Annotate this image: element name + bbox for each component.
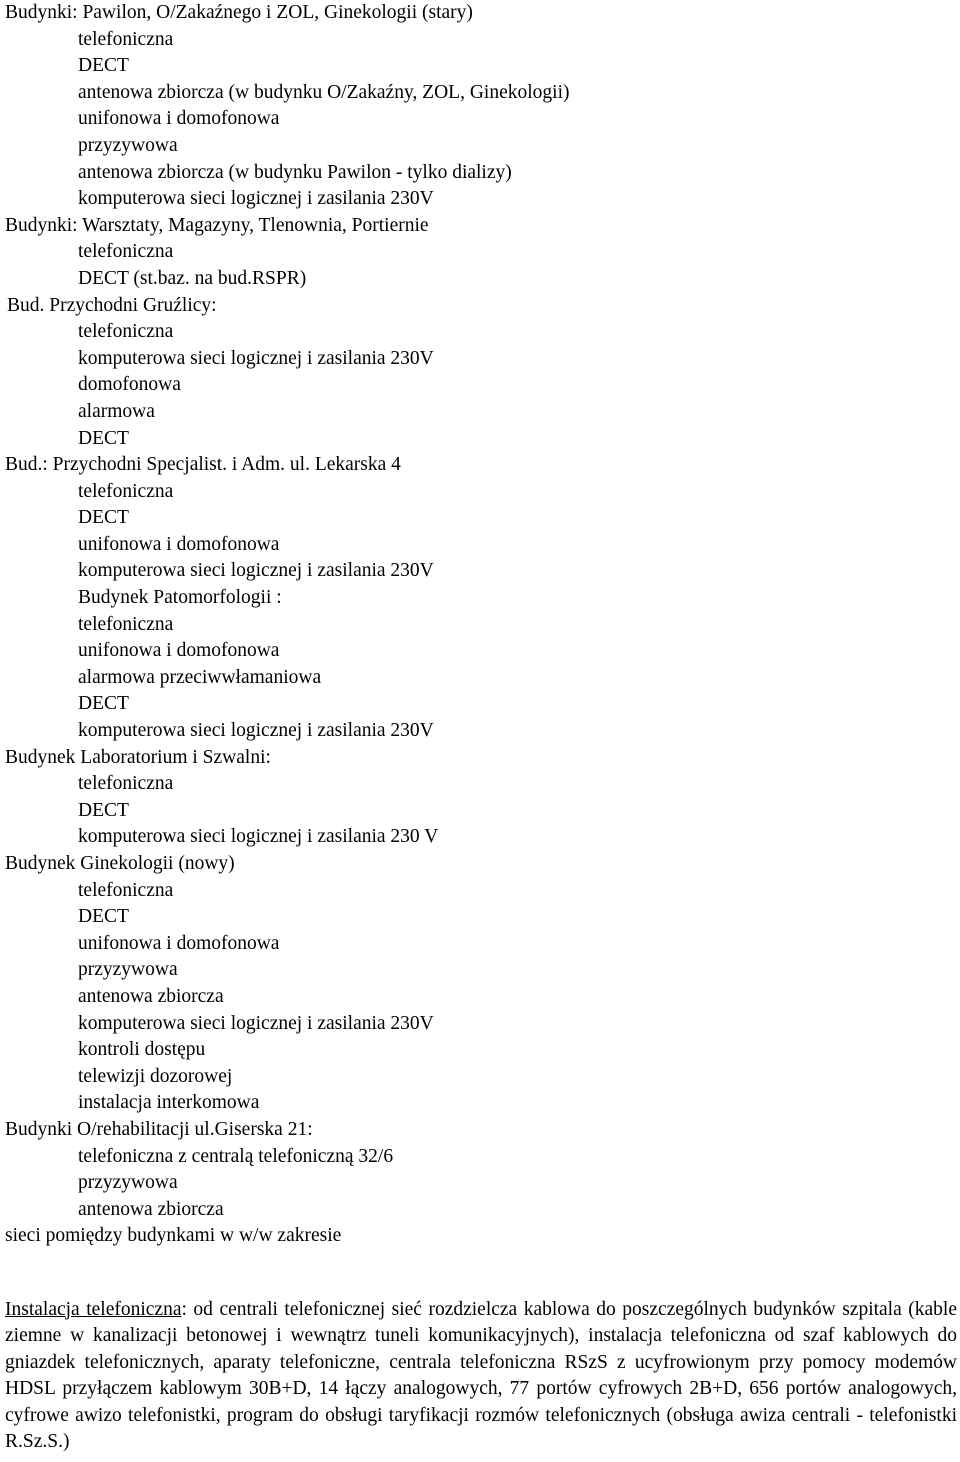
list-item: antenowa zbiorcza (w budynku Pawilon - tylko dializy): [78, 161, 512, 183]
list-item: komputerowa sieci logicznej i zasilania 230V: [78, 720, 434, 742]
section-heading: Budynki O/rehabilitacji ul.Giserska 21:: [5, 1118, 313, 1140]
list-item: unifonowa i domofonowa: [78, 640, 280, 662]
list-item: telefoniczna z centralą telefoniczną 32/6: [78, 1145, 394, 1167]
list-item: unifonowa i domofonowa: [78, 932, 280, 954]
section-heading: Budynek Ginekologii (nowy): [5, 853, 235, 874]
installations-list: [5, 0, 945, 1250]
list-item: instalacja interkomowa: [78, 1092, 260, 1114]
list-item: antenowa zbiorcza (w budynku O/Zakaźny, ZOL, Ginekologii): [78, 81, 570, 103]
list-item: przyzywowa: [78, 1172, 178, 1194]
list-item: antenowa zbiorcza: [78, 1198, 224, 1220]
paragraph-text: : od centrali telefonicznej sieć rozdzielcza kablowa do poszczególnych budynków szpitala (kable ziemne w kanalizacji betonowej i wewnątrz tuneli komunikacyjnych), instalacja telefoniczna od szaf kablowych do gniazdek telefonicznych, aparaty telefoniczne, centrala telefoniczna RSzS z ucyfrowionym przy pomocy modemów HDSL przyłączem kablowym 30B+D, 14 łączy analogowych, 77 portów cyfrowych 2B+D, 656 portów analogowych, cyfrowe awizo telefonistki, program do obsługi taryfikacji rozmów telefonicznych (obsługa awiza centrali - telefonistki R.Sz.S.): [5, 1298, 957, 1453]
list-item: DECT: [78, 55, 129, 77]
list-item: komputerowa sieci logicznej i zasilania 230V: [78, 560, 434, 582]
list-item: komputerowa sieci logicznej i zasilania 230V: [78, 188, 434, 210]
list-item: przyzywowa: [78, 959, 178, 981]
list-item: DECT: [78, 906, 129, 928]
list-item: telefoniczna: [78, 28, 174, 50]
list-item: telewizji dozorowej: [78, 1065, 233, 1087]
list-item: przyzywowa: [78, 134, 178, 156]
list-item: komputerowa sieci logicznej i zasilania 230V: [78, 347, 434, 369]
list-item: komputerowa sieci logicznej i zasilania 230 V: [78, 826, 439, 848]
list-item: telefoniczna: [78, 241, 174, 263]
list-item: alarmowa przeciwwłamaniowa: [78, 666, 322, 688]
list-item: telefoniczna: [78, 773, 174, 795]
section-heading: Budynki: Warsztaty, Magazyny, Tlenownia, Portiernie: [5, 214, 429, 236]
paragraph-label: Instalacja telefoniczna: [5, 1298, 182, 1320]
list-item: telefoniczna: [78, 613, 174, 635]
section-heading: sieci pomiędzy budynkami w w/w zakresie: [5, 1225, 342, 1247]
section-heading: Budynek Laboratorium i Szwalni:: [5, 746, 271, 768]
list-item: DECT: [78, 507, 129, 529]
list-item: unifonowa i domofonowa: [78, 533, 280, 555]
list-item: alarmowa: [78, 400, 155, 422]
section-heading: Bud. Przychodni Gruźlicy:: [7, 294, 217, 316]
telephone-installation-paragraph: [5, 1297, 957, 1457]
list-item: Budynek Patomorfologii :: [78, 587, 282, 609]
list-item: komputerowa sieci logicznej i zasilania 230V: [78, 1012, 434, 1034]
list-item: DECT: [78, 427, 129, 449]
list-item: domofonowa: [78, 374, 181, 396]
list-item: telefoniczna: [78, 480, 174, 502]
list-item: DECT (st.baz. na bud.RSPR): [78, 267, 307, 289]
list-item: DECT: [78, 799, 129, 821]
section-heading: Budynki: Pawilon, O/Zakaźnego i ZOL, Ginekologii (stary): [5, 2, 473, 23]
list-item: telefoniczna: [78, 879, 174, 901]
list-item: unifonowa i domofonowa: [78, 108, 280, 130]
list-item: DECT: [78, 693, 129, 715]
list-item: kontroli dostępu: [78, 1039, 206, 1061]
list-item: antenowa zbiorcza: [78, 985, 224, 1007]
list-item: telefoniczna: [78, 321, 174, 343]
section-heading: Bud.: Przychodni Specjalist. i Adm. ul. Lekarska 4: [5, 454, 401, 476]
